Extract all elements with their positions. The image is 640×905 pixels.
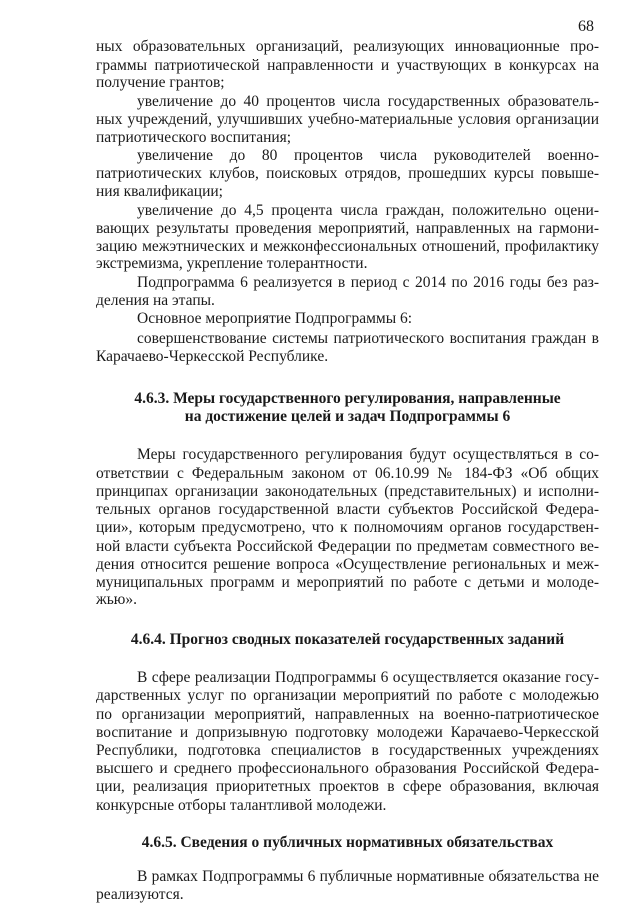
paragraph-line: вающих результаты проведения мероприятий, направленных на гармони- bbox=[96, 220, 599, 237]
paragraph-line: ответствии с Федеральным законом от 06.10.99 № 184-ФЗ «Об общих bbox=[96, 465, 599, 482]
paragraph-line: В сфере реализации Подпрограммы 6 осуществляется оказание госу- bbox=[137, 669, 599, 686]
paragraph-line: высшего и среднего профессионального образования Российской Федера- bbox=[96, 760, 599, 777]
paragraph-line: Карачаево-Черкесской Республике. bbox=[96, 348, 329, 365]
paragraph-line: ных образовательных организаций, реализующих инновационные про- bbox=[96, 38, 599, 55]
paragraph-line: получение грантов; bbox=[96, 74, 225, 91]
paragraph-line: Основное мероприятие Подпрограммы 6: bbox=[137, 310, 413, 327]
paragraph-line: экстремизма, укрепление толерантности. bbox=[96, 255, 368, 272]
paragraph-line: принципах организации законодательных (представительных) и исполни- bbox=[96, 483, 599, 500]
paragraph-line: патриотических клубов, поисковых отрядов, прошедших курсы повыше- bbox=[96, 165, 599, 182]
paragraph-line: воспитание и допризывную подготовку молодежи Карачаево-Черкесской bbox=[96, 724, 599, 741]
paragraph-line: Республики, подготовка специалистов в государственных учреждениях bbox=[96, 742, 599, 759]
paragraph-line: ции, реализация приоритетных проектов в сфере образования, включая bbox=[96, 778, 599, 795]
paragraph-line: ных учреждений, улучшивших учебно-материальные условия организации bbox=[96, 111, 599, 128]
paragraph-line: ния квалификации; bbox=[96, 183, 223, 200]
section-heading-line: 4.6.4. Прогноз сводных показателей государственных заданий bbox=[130, 631, 565, 648]
paragraph-line: жью». bbox=[96, 591, 137, 608]
paragraph-line: реализуются. bbox=[96, 886, 184, 903]
paragraph-line: дарственных услуг по организации мероприятий по работе с молодежью bbox=[96, 687, 599, 704]
paragraph-line: совершенствование системы патриотического воспитания граждан в bbox=[137, 330, 599, 347]
paragraph-line: Подпрограмма 6 реализуется в период с 2014 по 2016 годы без раз- bbox=[137, 274, 599, 291]
paragraph-line: В рамках Подпрограммы 6 публичные нормативные обязательства не bbox=[137, 868, 599, 885]
paragraph-line: увеличение до 40 процентов числа государственных образователь- bbox=[137, 93, 599, 110]
section-heading-line: 4.6.3. Меры государственного регулирования, направленные bbox=[134, 390, 561, 407]
paragraph-line: зацию межэтнических и межконфессиональных отношений, профилактику bbox=[96, 238, 599, 255]
paragraph-line: увеличение до 4,5 процента числа граждан, положительно оцени- bbox=[137, 202, 599, 219]
paragraph-line: граммы патриотической направленности и участвующих в конкурсах на bbox=[96, 57, 599, 74]
paragraph-line: ции», которым предусмотрено, что к полномочиям органов государствен- bbox=[96, 519, 599, 536]
paragraph-line: муниципальных программ и мероприятий по работе с детьми и молоде- bbox=[96, 574, 599, 591]
section-heading-line: 4.6.5. Сведения о публичных нормативных обязательствах bbox=[141, 834, 554, 851]
paragraph-line: по организации мероприятий, направленных на военно-патриотическое bbox=[96, 706, 599, 723]
paragraph-line: Меры государственного регулирования будут осуществляться в со- bbox=[137, 446, 599, 463]
paragraph-line: деления на этапы. bbox=[96, 292, 215, 309]
paragraph-line: конкурсные отборы талантливой молодежи. bbox=[96, 797, 387, 814]
paragraph-line: дения относится решение вопроса «Осуществление региональных и меж- bbox=[96, 556, 599, 573]
page-number: 68 bbox=[578, 18, 594, 35]
paragraph-line: увеличение до 80 процентов числа руководителей военно- bbox=[137, 147, 599, 164]
section-heading-line: на достижение целей и задач Подпрограммы 6 bbox=[184, 408, 511, 425]
paragraph-line: патриотического воспитания; bbox=[96, 129, 292, 146]
paragraph-line: тельных органов государственной власти субъектов Российской Федера- bbox=[96, 501, 599, 518]
paragraph-line: ной власти субъекта Российской Федерации по предметам совместного ве- bbox=[96, 538, 599, 555]
